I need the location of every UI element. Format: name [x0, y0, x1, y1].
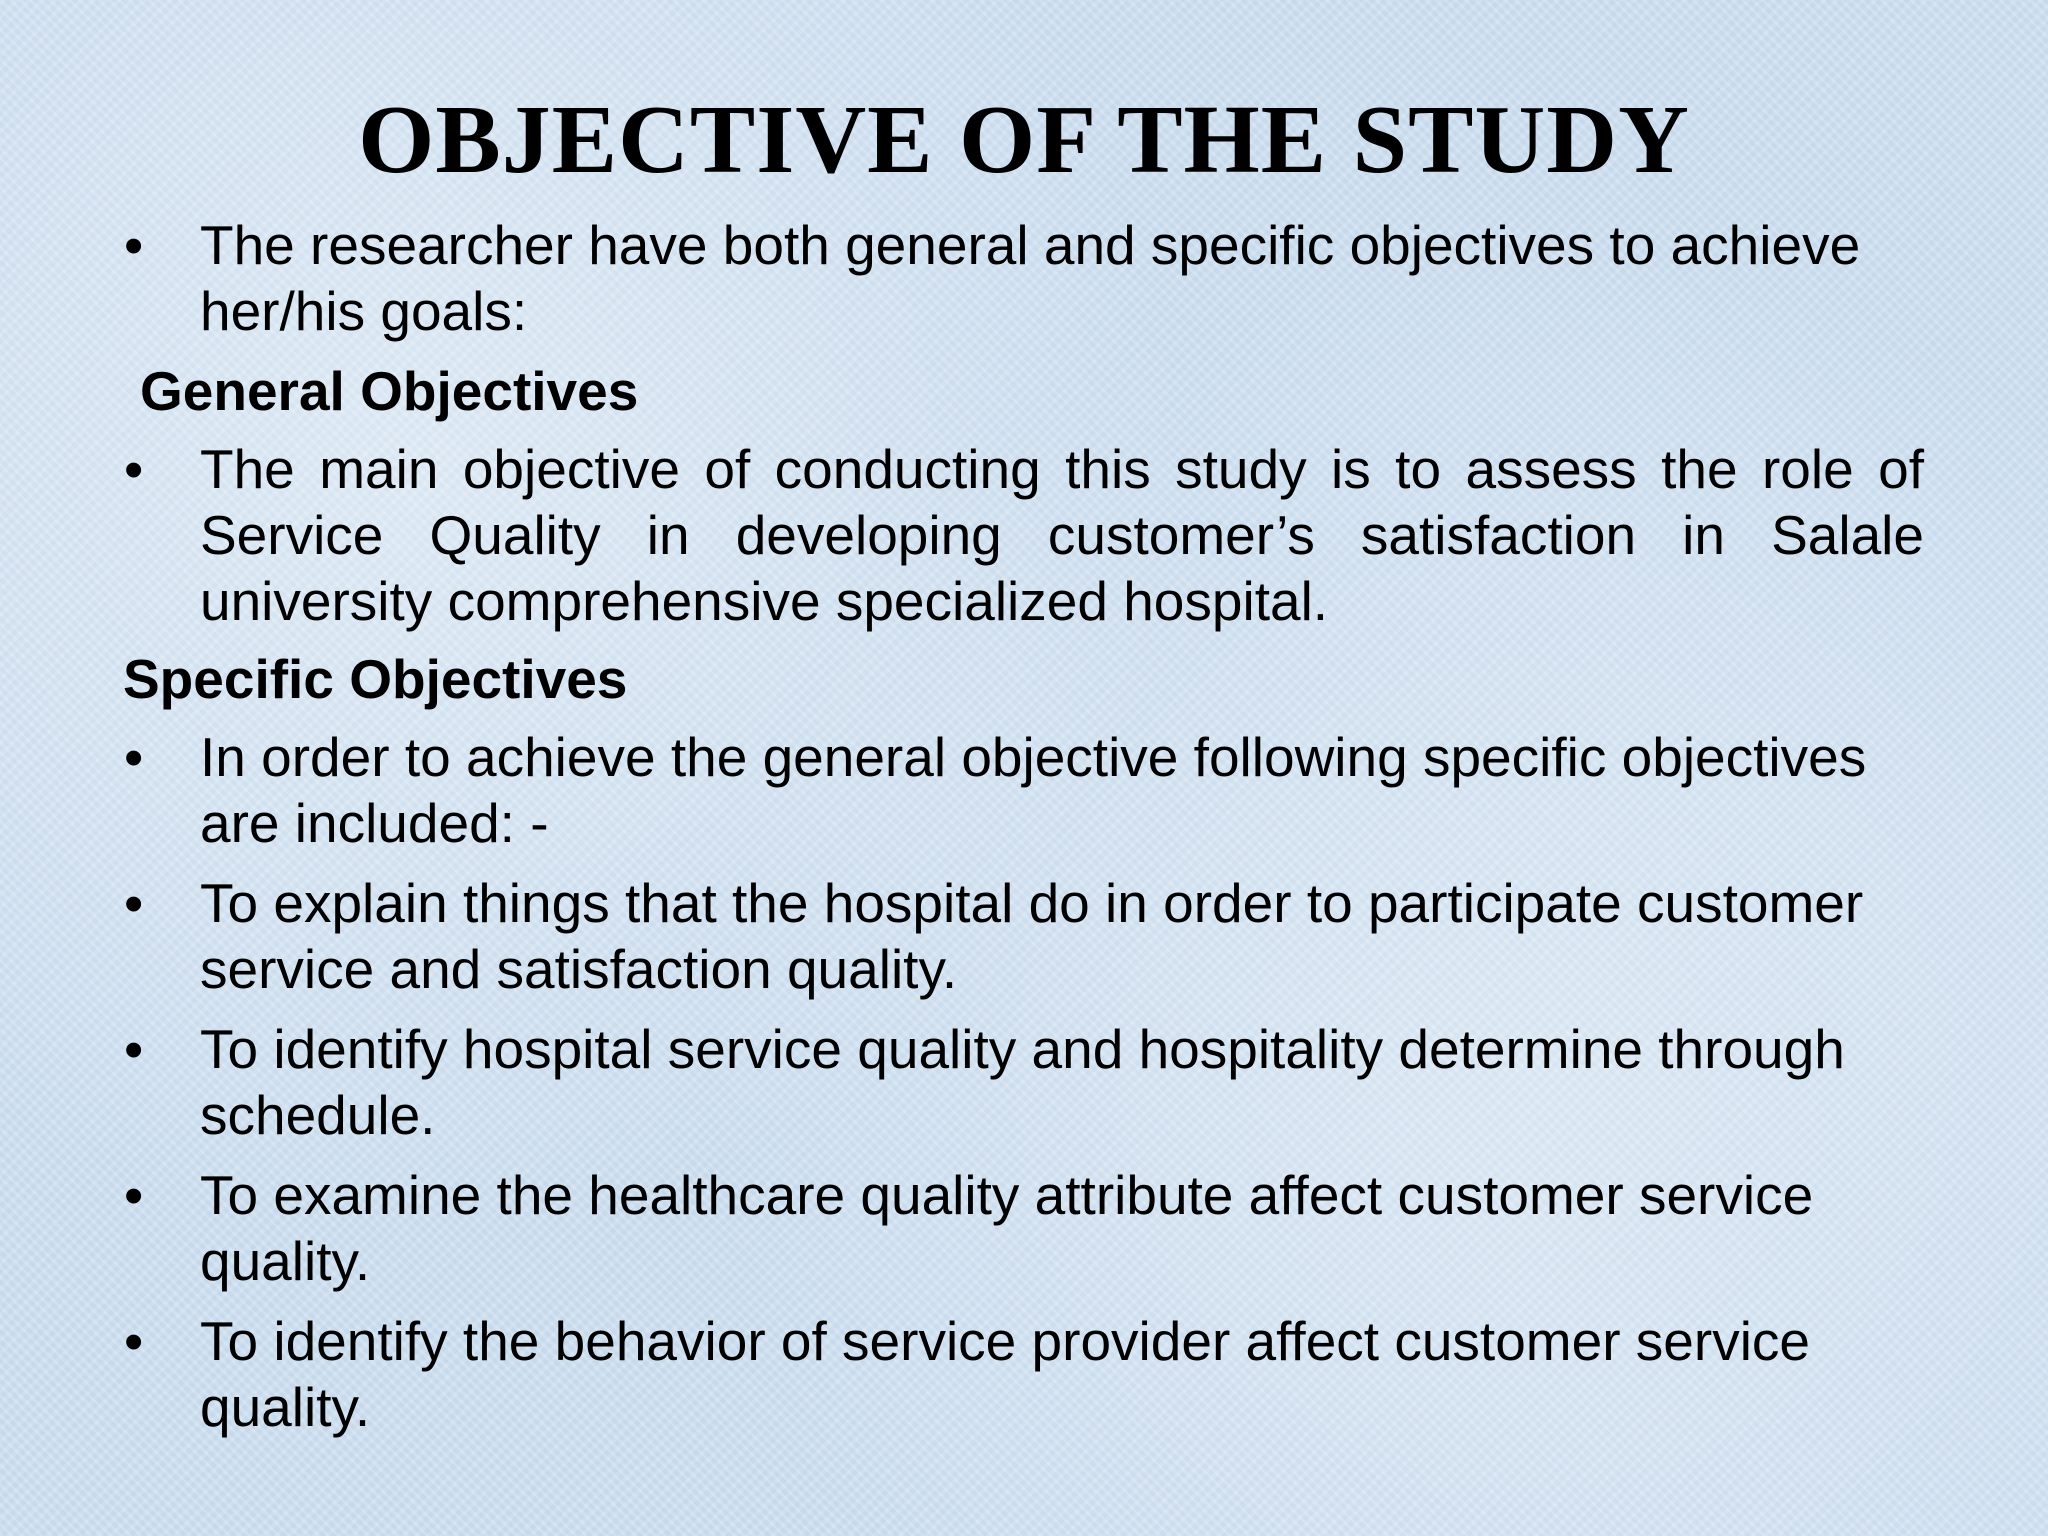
general-objective-item — [0, 436, 2048, 634]
bullet-icon: • — [124, 1164, 144, 1226]
intro-bullet — [0, 212, 2048, 344]
specific-objective-item — [0, 1162, 2048, 1294]
general-objectives-heading: General Objectives — [140, 360, 639, 422]
bullet-icon: • — [124, 726, 144, 788]
specific-objective-text: To explain things that the hospital do in order to participate customer service and satisfaction quality. — [200, 872, 1864, 1000]
bullet-icon: • — [124, 438, 144, 500]
bullet-icon: • — [124, 1310, 144, 1372]
specific-objective-item — [0, 724, 2048, 856]
intro-text: The researcher have both general and specific objectives to achieve her/his goals: — [200, 214, 1861, 342]
general-objective-text: The main objective of conducting this study is to assess the role of Service Quality in developing customer’s satisfaction in Salale university comprehensive specialized hospital. — [200, 438, 1924, 632]
specific-objective-item — [0, 1016, 2048, 1148]
bullet-icon: • — [124, 1018, 144, 1080]
slide-content — [0, 212, 2048, 1454]
bullet-icon: • — [124, 872, 144, 934]
specific-objective-text: To identify hospital service quality and hospitality determine through schedule. — [200, 1018, 1845, 1146]
specific-objective-text: In order to achieve the general objective following specific objectives are included: - — [200, 726, 1867, 854]
specific-objective-item — [0, 1308, 2048, 1440]
specific-objective-text: To identify the behavior of service provider affect customer service quality. — [200, 1310, 1811, 1438]
specific-objectives-heading: Specific Objectives — [123, 648, 628, 710]
bullet-icon: • — [124, 214, 144, 276]
slide-title: OBJECTIVE OF THE STUDY — [358, 86, 1690, 194]
specific-objective-text: To examine the healthcare quality attribute affect customer service quality. — [200, 1164, 1814, 1292]
specific-objective-item — [0, 870, 2048, 1002]
